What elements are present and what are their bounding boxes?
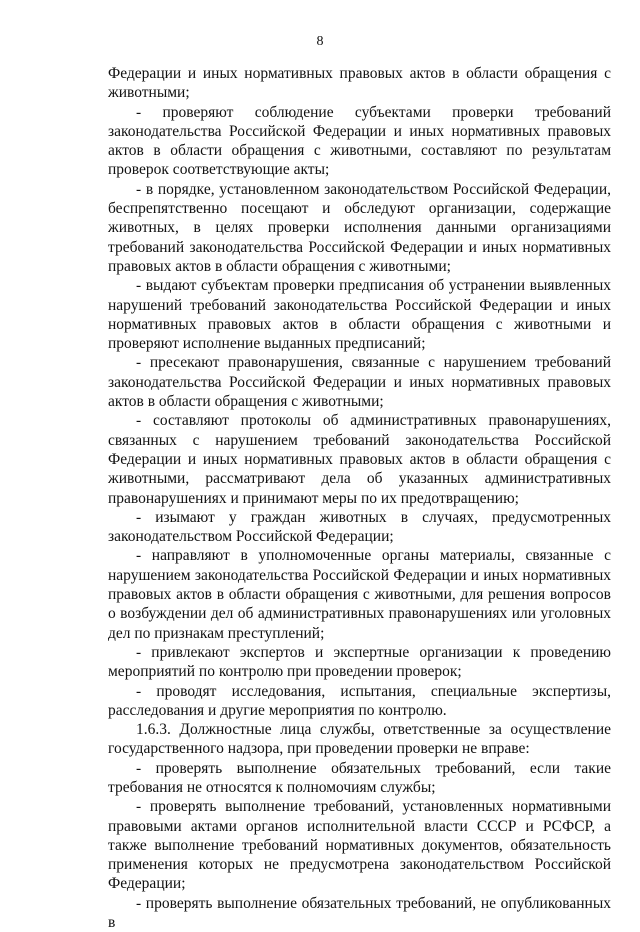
- paragraph: - проверять выполнение обязательных требований, не опубликованных в: [108, 894, 611, 932]
- paragraph: - проверять выполнение требований, установленных нормативными правовыми актами органов исполнительной власти СССР и РСФСР, а также выполнение требований нормативных документов, обязательность применения которых не предусмотрена законодательством Российской Федерации;: [108, 798, 611, 893]
- paragraph: 1.6.3. Должностные лица службы, ответственные за осуществление государственного надзора, при проведении проверки не вправе:: [108, 721, 611, 758]
- paragraph: - изымают у граждан животных в случаях, предусмотренных законодательством Российской Федерации;: [108, 508, 611, 546]
- paragraph: - проверяют соблюдение субъектами проверки требований законодательства Российской Федерации и иных нормативных правовых актов в области обращения с животными, составляют по результатам проверок соответствующие акты;: [108, 103, 611, 179]
- paragraph: - проверять выполнение обязательных требований, если такие требования не относятся к полномочиям службы;: [108, 759, 611, 796]
- paragraph: Федерации и иных нормативных правовых актов в области обращения с животными;: [108, 65, 611, 102]
- paragraph: - пресекают правонарушения, связанные с нарушением требований законодательства Российской Федерации и иных нормативных правовых актов в области обращения с животными;: [108, 354, 611, 411]
- paragraph: - проводят исследования, испытания, специальные экспертизы, расследования и другие мероприятия по контролю.: [108, 682, 611, 719]
- page-number: 8: [316, 34, 324, 49]
- paragraph: - выдают субъектам проверки предписания об устранении выявленных нарушений требований законодательства Российской Федерации и иных нормативных правовых актов в области обращения с животными и проверяют исполнение выданных предписаний;: [108, 277, 611, 353]
- paragraph: - составляют протоколы об административных правонарушениях, связанных с нарушением требований законодательства Российской Федерации и иных нормативных правовых актов в области обращения с животными, рассматривают дела об указанных административных правонарушениях и принимают меры по их предотвращению;: [108, 412, 611, 507]
- paragraph: - направляют в уполномоченные органы материалы, связанные с нарушением законодательства Российской Федерации и иных нормативных правовых актов в области обращения с животными, для решения вопросов о возбуждении дел об административных правонарушениях или уголовных дел по признакам преступлений;: [108, 547, 611, 642]
- paragraph: - в порядке, установленном законодательством Российской Федерации, беспрепятственно посещают и обследуют организации, содержащие животных, в целях проверки исполнения данными организациями требований законодательства Российской Федерации и иных нормативных правовых актов в области обращения с животными;: [108, 180, 611, 275]
- document-body: [108, 64, 611, 932]
- paragraph: - привлекают экспертов и экспертные организации к проведению мероприятий по контролю при проведении проверок;: [108, 643, 611, 681]
